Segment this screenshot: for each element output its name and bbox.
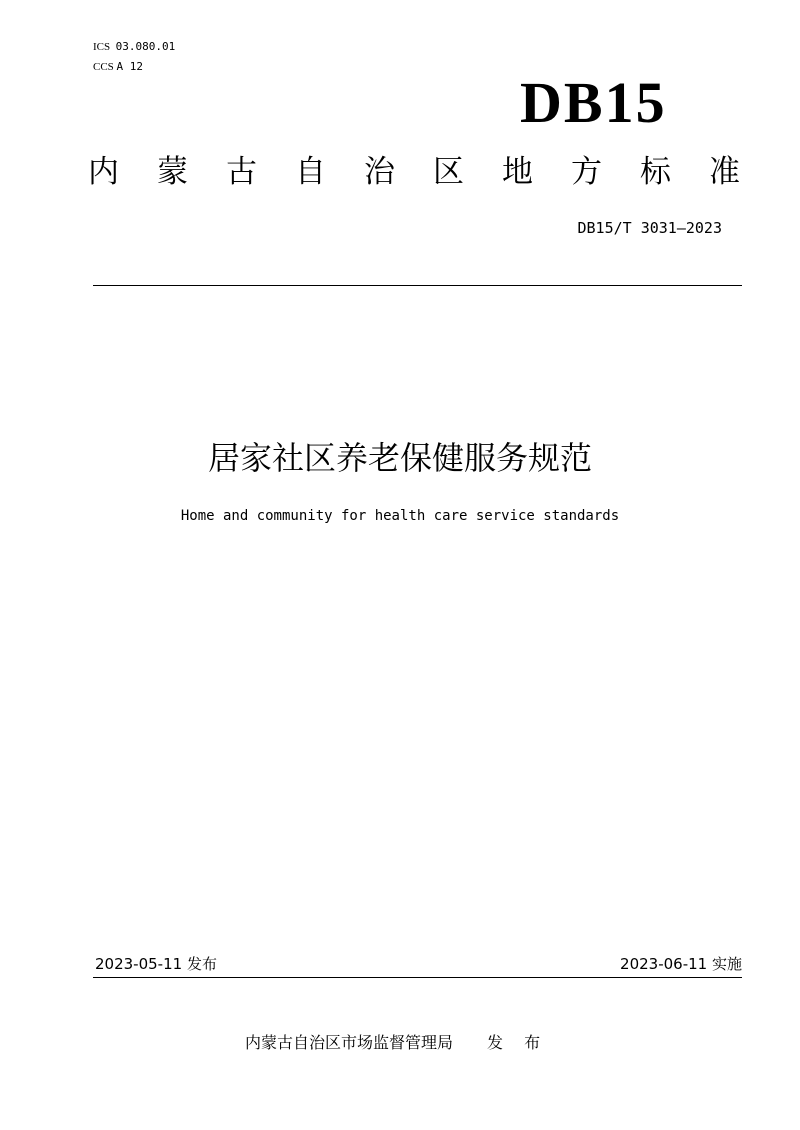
ics-label: ICS <box>93 41 111 53</box>
standard-type-heading <box>88 152 740 192</box>
db15-logo: DB15 <box>520 70 667 135</box>
issuer-name: 内蒙古自治区市场监督管理局 <box>245 1033 454 1052</box>
standard-type-char: 治 <box>364 154 395 190</box>
ccs-classification <box>93 60 143 74</box>
standard-type-char: 标 <box>640 154 671 190</box>
standard-type-char: 地 <box>502 154 533 190</box>
ccs-label: CCS <box>93 61 114 73</box>
standard-type-char: 区 <box>433 154 464 190</box>
document-title-cn: 居家社区养老保健服务规范 <box>207 439 592 477</box>
standard-type-char: 自 <box>295 154 326 190</box>
ics-classification <box>93 40 175 54</box>
release-date: 2023-05-11 发布 <box>95 955 217 973</box>
standard-number: DB15/T 3031—2023 <box>577 219 722 237</box>
ccs-code: A 12 <box>116 60 144 73</box>
bottom-divider <box>93 977 742 978</box>
issuer-verb: 发 布 <box>487 1033 549 1052</box>
top-divider <box>93 285 742 286</box>
issuer-line <box>245 1032 548 1054</box>
standard-type-char: 古 <box>226 154 257 190</box>
standard-type-char: 方 <box>571 154 602 190</box>
document-title-en: Home and community for health care service standards <box>180 508 620 524</box>
standard-type-char: 内 <box>88 154 119 190</box>
implementation-date: 2023-06-11 实施 <box>620 955 742 973</box>
standard-type-char: 准 <box>709 154 740 190</box>
ics-code: 03.080.01 <box>115 40 176 53</box>
standard-type-char: 蒙 <box>157 154 188 190</box>
